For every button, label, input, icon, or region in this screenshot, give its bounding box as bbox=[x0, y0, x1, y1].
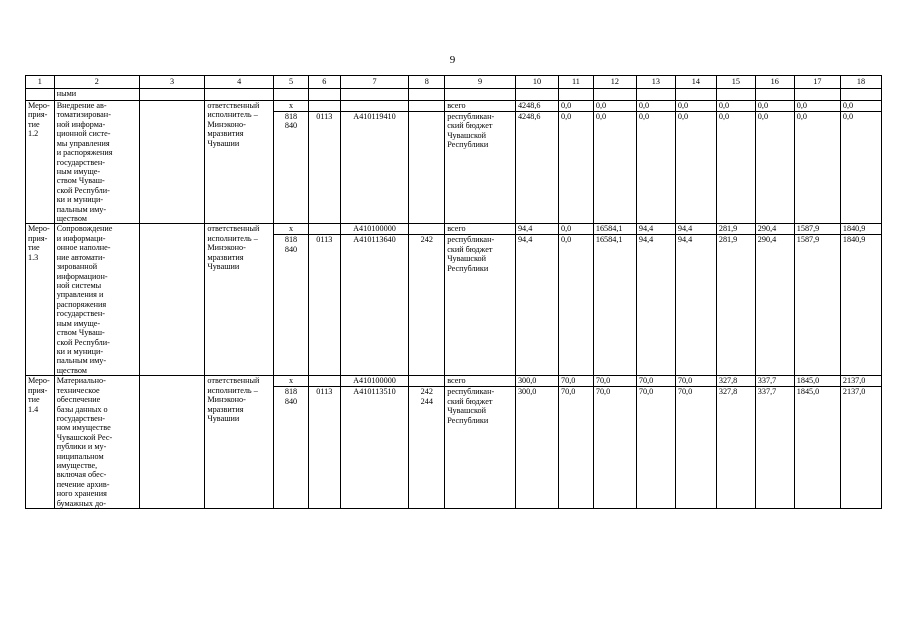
value-total: 1840,9 bbox=[842, 224, 866, 234]
value-total: 0,0 bbox=[677, 101, 689, 110]
rzpr-code-budget: 0113 bbox=[309, 234, 340, 244]
value-budget: 300,0 bbox=[516, 386, 558, 396]
budget-table bbox=[25, 75, 882, 509]
column-header-10: 10 bbox=[515, 76, 558, 89]
column-header-14: 14 bbox=[675, 76, 716, 89]
rzpr-code-budget: 0113 bbox=[309, 386, 340, 396]
column-header-15: 15 bbox=[716, 76, 755, 89]
grbs-code-budget: 818 840 bbox=[274, 111, 308, 131]
empty-cell bbox=[139, 376, 205, 509]
csr-code-budget: А410119410 bbox=[341, 111, 409, 121]
grbs-code-budget: 818 840 bbox=[274, 386, 308, 406]
value-total: 0,0 bbox=[595, 101, 607, 110]
empty-cell bbox=[139, 101, 205, 224]
funding-source-budget: республикан- ский бюджет Чувашской Республики bbox=[445, 386, 515, 425]
value-budget: 0,0 bbox=[594, 111, 636, 121]
value-total: 0,0 bbox=[842, 101, 854, 110]
funding-source-budget: республикан- ский бюджет Чувашской Республики bbox=[445, 234, 515, 273]
value-budget: 290,4 bbox=[756, 234, 794, 244]
vr-code-budget: 242 bbox=[409, 234, 444, 244]
table-row bbox=[26, 101, 882, 224]
value-budget: 70,0 bbox=[676, 386, 716, 396]
rzpr-code-budget: 0113 bbox=[309, 111, 340, 121]
value-total: 94,4 bbox=[517, 224, 533, 234]
executor-text: ответственный исполнитель – Минэконо- мразвития Чувашии bbox=[207, 224, 260, 272]
value-total: 70,0 bbox=[638, 376, 654, 386]
column-header-4: 4 bbox=[205, 76, 274, 89]
continuation-text: ными bbox=[54, 89, 139, 101]
vr-code-budget: 242 244 bbox=[409, 386, 444, 406]
rzpr-code-total bbox=[311, 101, 338, 111]
executor-text: ответственный исполнитель – Минэконо- мразвития Чувашии bbox=[207, 101, 260, 148]
value-total: 281,9 bbox=[718, 224, 738, 234]
value-budget: 337,7 bbox=[756, 386, 794, 396]
continuation-cell-1 bbox=[26, 89, 55, 101]
value-total: 70,0 bbox=[677, 376, 693, 386]
column-header-17: 17 bbox=[794, 76, 840, 89]
column-header-2: 2 bbox=[54, 76, 139, 89]
value-total: 327,8 bbox=[718, 376, 738, 386]
column-header-9: 9 bbox=[445, 76, 516, 89]
csr-code-total: А410100000 bbox=[353, 224, 396, 234]
column-header-1: 1 bbox=[26, 76, 55, 89]
grbs-code-total: х bbox=[288, 101, 294, 110]
column-header-8: 8 bbox=[409, 76, 445, 89]
value-total: 94,4 bbox=[638, 224, 654, 234]
funding-source-total: всего bbox=[447, 376, 466, 386]
measure-name: Материально- техническое обеспечение базы данных о государствен- ном имуществе Чувашской Рес- публики и му- ниципальном имуществе, включая обес- печение архив- ного хранения бумажных до- bbox=[56, 376, 113, 508]
value-budget: 70,0 bbox=[637, 386, 675, 396]
value-budget: 4248,6 bbox=[516, 111, 558, 121]
vr-code-total bbox=[411, 376, 442, 386]
value-total: 0,0 bbox=[561, 224, 572, 234]
column-header-3: 3 bbox=[139, 76, 205, 89]
value-budget: 1845,0 bbox=[795, 386, 840, 396]
value-budget: 2137,0 bbox=[841, 386, 881, 396]
value-budget: 70,0 bbox=[559, 386, 593, 396]
csr-code-budget: А410113640 bbox=[341, 234, 409, 244]
value-budget: 281,9 bbox=[717, 234, 755, 244]
continuation-row bbox=[26, 89, 882, 101]
measure-name: Внедрение ав- томатизирован- ной информа- ционной систе- мы управления и распоряжения государствен- ным имуще- ством Чуваш- ской Республи- ки и муници- пальным иму- ществом bbox=[56, 101, 113, 224]
csr-code-budget: А410113510 bbox=[341, 386, 409, 396]
value-total: 0,0 bbox=[796, 101, 807, 110]
value-budget: 70,0 bbox=[594, 386, 636, 396]
value-total: 1587,9 bbox=[796, 224, 820, 234]
value-total: 0,0 bbox=[638, 101, 650, 110]
column-header-5: 5 bbox=[274, 76, 309, 89]
value-total: 0,0 bbox=[561, 101, 572, 110]
table-row bbox=[26, 376, 882, 509]
measure-code: Меро- прия- тие 1.2 bbox=[28, 101, 50, 139]
value-budget: 1587,9 bbox=[795, 234, 840, 244]
column-header-18: 18 bbox=[840, 76, 881, 89]
value-total: 0,0 bbox=[718, 101, 730, 110]
value-total: 1845,0 bbox=[796, 376, 820, 386]
value-total: 337,7 bbox=[757, 376, 777, 386]
vr-code-total bbox=[411, 224, 442, 234]
value-budget: 94,4 bbox=[516, 234, 558, 244]
value-budget: 0,0 bbox=[795, 111, 840, 121]
column-header-12: 12 bbox=[593, 76, 636, 89]
value-budget: 0,0 bbox=[841, 111, 881, 121]
value-total: 94,4 bbox=[677, 224, 693, 234]
value-total: 16584,1 bbox=[595, 224, 623, 234]
grbs-code-budget: 818 840 bbox=[274, 234, 308, 254]
funding-source-total: всего bbox=[447, 224, 466, 234]
value-total: 290,4 bbox=[757, 224, 777, 234]
column-header-16: 16 bbox=[755, 76, 794, 89]
executor-text: ответственный исполнитель – Минэконо- мразвития Чувашии bbox=[207, 376, 260, 423]
grbs-code-total: х bbox=[288, 376, 294, 386]
csr-code-total: А410100000 bbox=[353, 376, 396, 386]
empty-cell bbox=[139, 224, 205, 376]
funding-source-total: всего bbox=[447, 101, 466, 110]
column-header-11: 11 bbox=[559, 76, 594, 89]
value-total: 2137,0 bbox=[842, 376, 866, 386]
rzpr-code-total bbox=[311, 376, 338, 386]
value-budget: 94,4 bbox=[637, 234, 675, 244]
rzpr-code-total bbox=[311, 224, 338, 234]
header-row bbox=[26, 76, 882, 89]
value-budget: 0,0 bbox=[559, 234, 593, 244]
value-total: 4248,6 bbox=[517, 101, 541, 110]
value-budget: 16584,1 bbox=[594, 234, 636, 244]
vr-code-budget bbox=[409, 111, 444, 112]
value-budget: 0,0 bbox=[559, 111, 593, 121]
value-budget: 327,8 bbox=[717, 386, 755, 396]
value-total: 300,0 bbox=[517, 376, 537, 386]
value-budget: 1840,9 bbox=[841, 234, 881, 244]
measure-code: Меро- прия- тие 1.4 bbox=[28, 376, 50, 414]
measure-name: Сопровождение и информаци- онное наполне- ние автомати- зированной информацион- ной системы управления и распоряжения государствен- ным имуще- ством Чуваш- ской Республи- ки и муници- пальным иму- ществом bbox=[56, 224, 113, 375]
funding-source-budget: республикан- ский бюджет Чувашской Республики bbox=[445, 111, 515, 150]
value-budget: 94,4 bbox=[676, 234, 716, 244]
value-budget: 0,0 bbox=[717, 111, 755, 121]
value-total: 0,0 bbox=[757, 101, 769, 110]
column-header-6: 6 bbox=[308, 76, 340, 89]
vr-code-total bbox=[411, 101, 442, 111]
value-budget: 0,0 bbox=[637, 111, 675, 121]
csr-code-total bbox=[343, 101, 407, 111]
grbs-code-total: х bbox=[288, 224, 294, 234]
value-budget: 0,0 bbox=[756, 111, 794, 121]
column-header-13: 13 bbox=[636, 76, 675, 89]
value-total: 70,0 bbox=[595, 376, 611, 386]
table-row bbox=[26, 224, 882, 376]
measure-code: Меро- прия- тие 1.3 bbox=[28, 224, 50, 262]
column-header-7: 7 bbox=[340, 76, 409, 89]
value-total: 70,0 bbox=[561, 376, 576, 386]
value-budget: 0,0 bbox=[676, 111, 716, 121]
page-number: 9 bbox=[449, 54, 456, 66]
